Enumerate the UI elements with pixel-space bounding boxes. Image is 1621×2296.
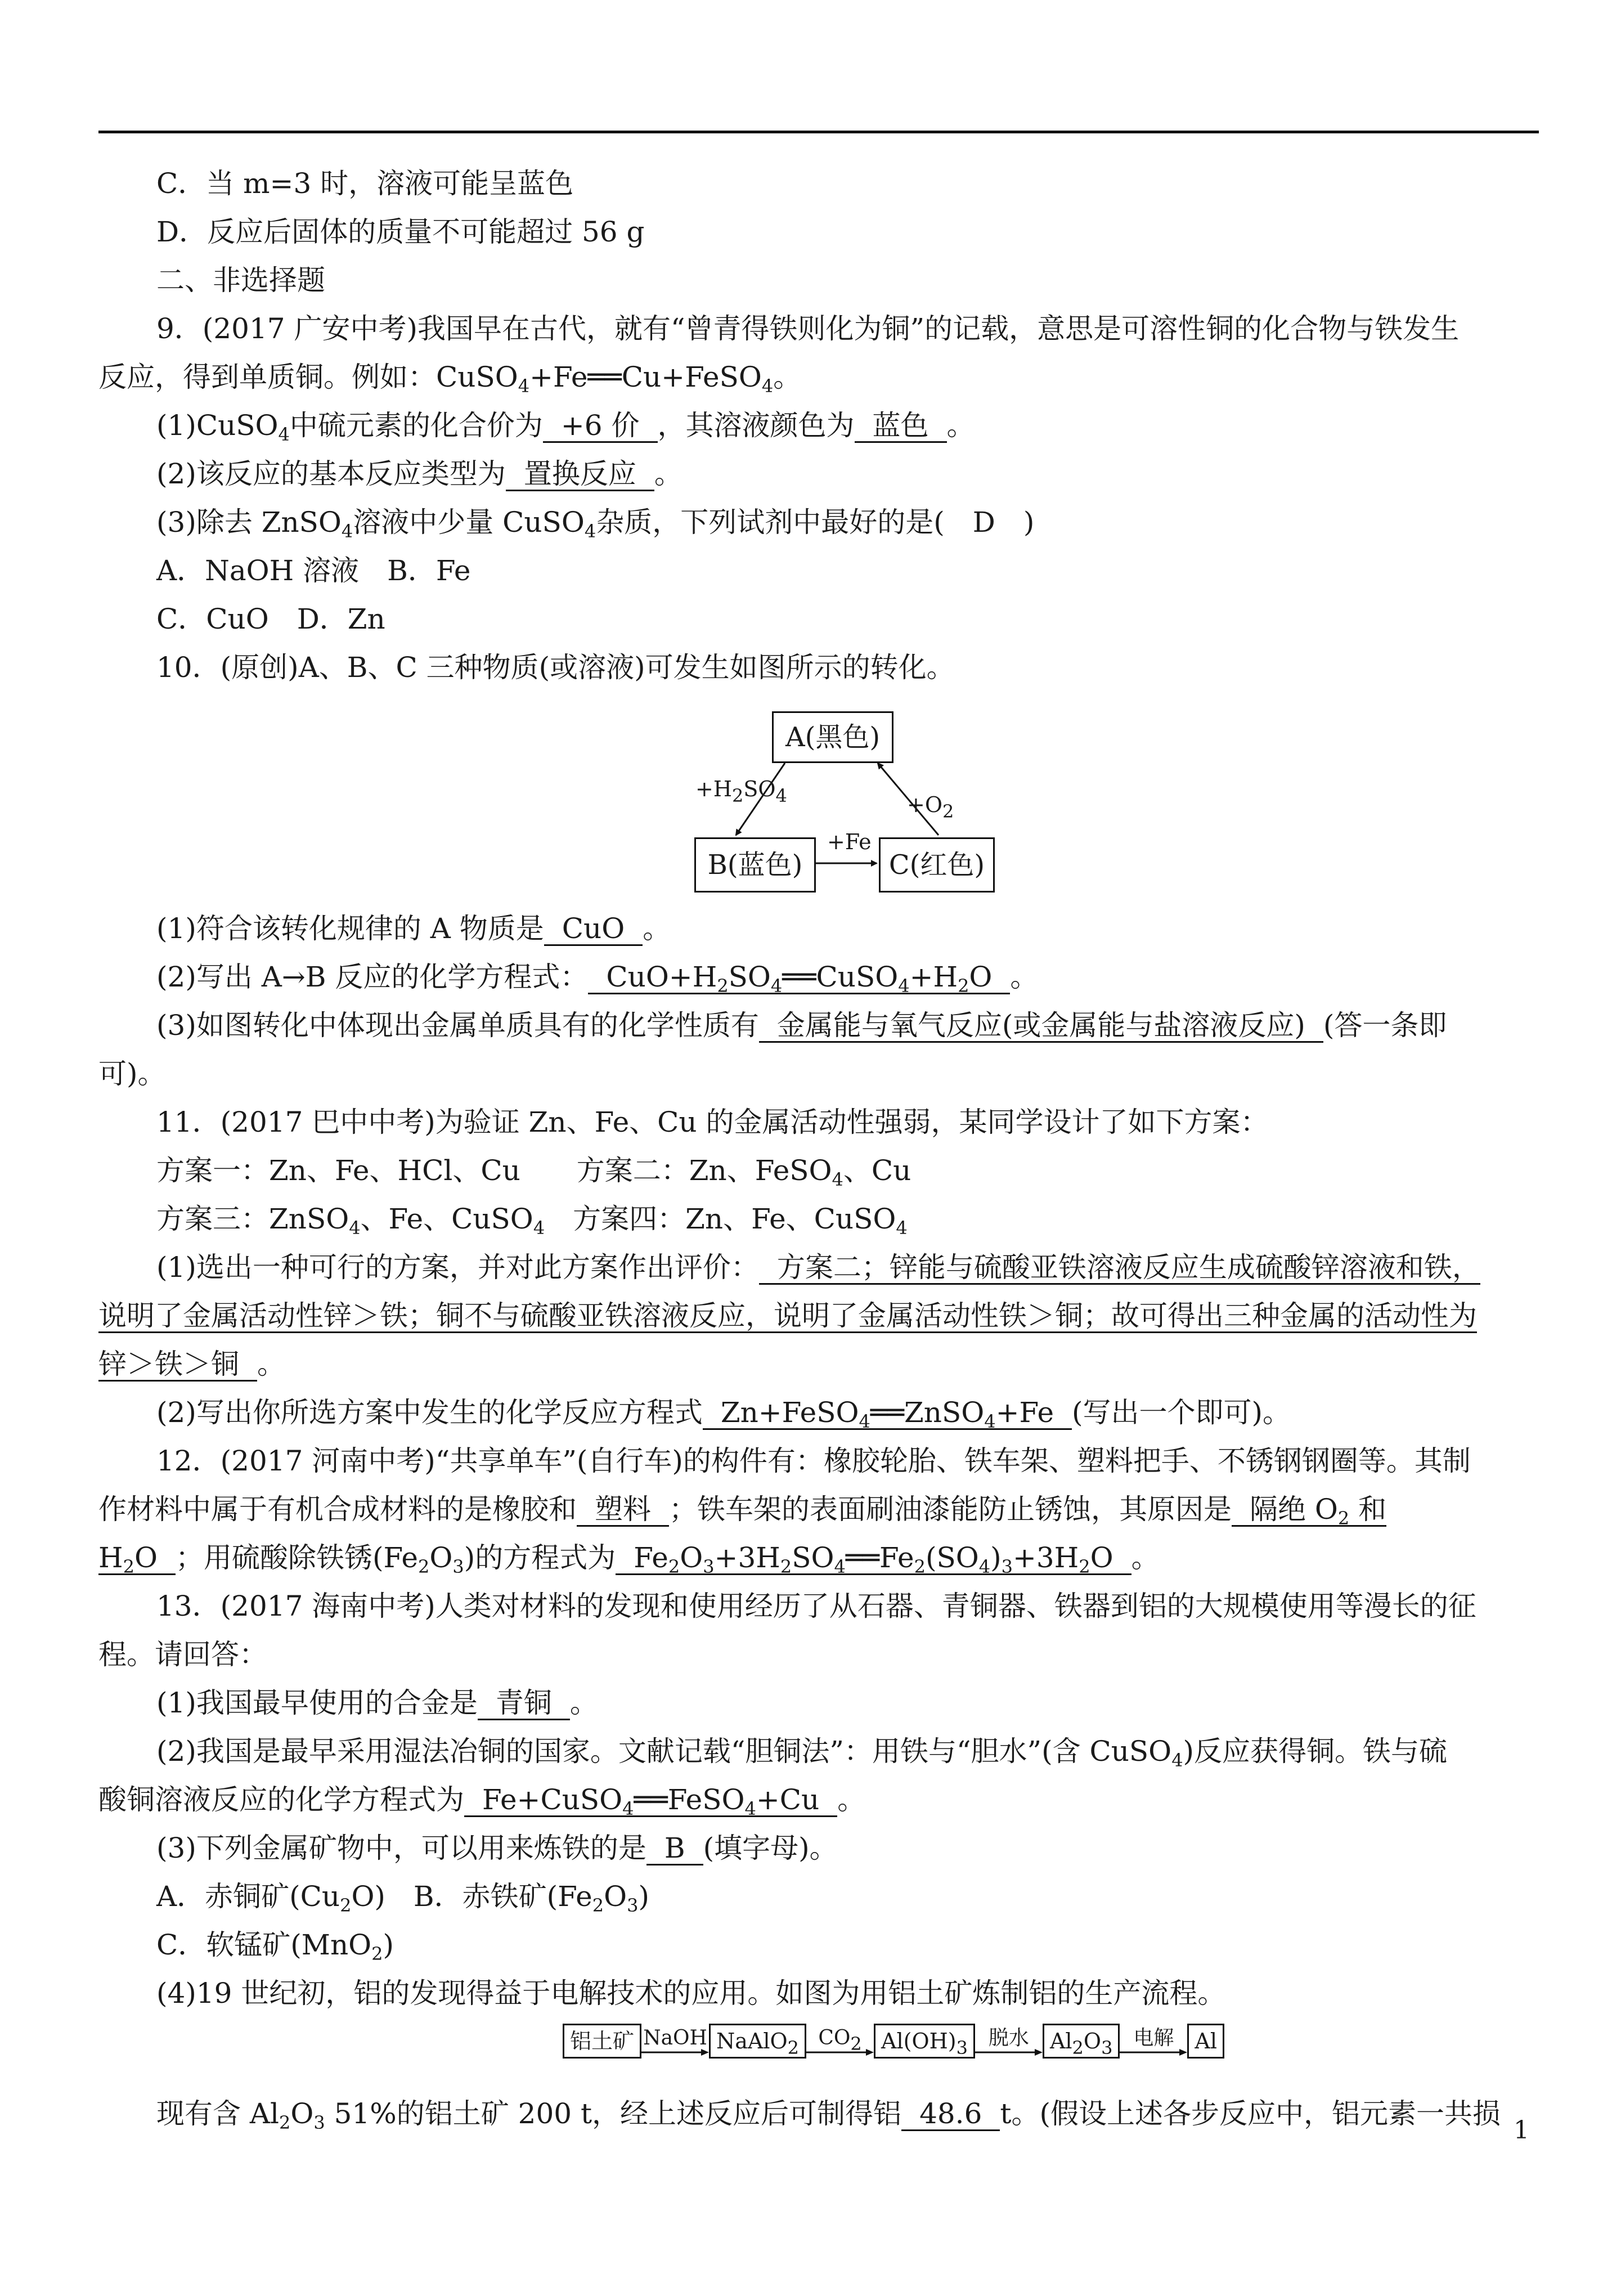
q13-sub1: (1)我国最早使用的合金是 青铜 。 [156,1687,598,1719]
node-c: C(红色) [879,837,995,893]
flow-node-aloh3: $Al(OH)_3$ [874,2024,975,2059]
answer-blank: 金属能与氧气反应(或金属能与盐溶液反应) [759,1010,1323,1043]
q9-options-cd: C．CuO D．Zn [156,603,385,635]
q13-option-c: C．软锰矿(MnO$_2$) [156,1929,394,1965]
q9-stem: 9．(2017 广安中考)我国早在古代，就有“曾青得铁则化为铜”的记载，意思是可溶性铜的化合物与铁发生 [156,312,1460,345]
q13-sub4: (4)19 世纪初，铝的发现得益于电解技术的应用。如图为用铝土矿炼制铝的生产流程。 [156,1977,1226,2010]
option-c-line: C．当 m=3 时，溶液可能呈蓝色 [156,167,574,200]
answer-blank: 说明了金属活动性锌＞铁；铜不与硫酸亚铁溶液反应，说明了金属活动性铁＞铜；故可得出三种金属的活动性为 [98,1299,1477,1332]
answer-blank: $Fe_2O_3+3H_2SO_4══Fe_2(SO_4)_3+3H_2O$ [616,1542,1131,1575]
q12-stem: 12．(2017 河南中考)“共享单车”(自行车)的构件有：橡胶轮胎、铁车架、塑料把手、不锈钢钢圈等。其制 [156,1445,1471,1477]
q9-sub1: (1)CuSO$_4$中硫元素的化合价为 +6 价 ，其溶液颜色为 蓝色 。 [156,409,975,445]
answer-blank: $H_2O$ [98,1542,176,1575]
q11-plans-34: 方案三：ZnSO$_4$、Fe、CuSO$_4$ 方案四：Zn、Fe、CuSO$_4$ [156,1203,908,1239]
q11-stem: 11．(2017 巴中中考)为验证 Zn、Fe、Cu 的金属活动性强弱，某同学设计了如下方案： [156,1106,1269,1138]
answer-blank: 塑料 [577,1494,669,1527]
q9-sub2: (2)该反应的基本反应类型为 置换反应 。 [156,458,682,490]
answer-blank: Zn+FeSO$_4$══ZnSO$_4$+Fe [703,1397,1072,1430]
q11-sub1-end: 锌＞铁＞铜 。 [98,1348,285,1380]
node-a: A(黑色) [772,711,893,763]
label-h2so4: $+H_2SO_4$ [695,777,787,806]
q9-stem-cont: 反应，得到单质铜。例如：CuSO$_4$+Fe══Cu+FeSO$_4$。 [98,361,802,397]
answer-blank: $CuO+H_2SO_4══CuSO_4+H_2O$ [588,961,1010,994]
q10-stem: 10．(原创)A、B、C 三种物质(或溶液)可发生如图所示的转化。 [156,651,955,684]
option-d-line: D．反应后固体的质量不可能超过 56 g [156,216,645,248]
answer-blank: 置换反应 [506,458,654,491]
answer-blank: 青铜 [478,1687,570,1720]
label-o2: $+O_2$ [907,792,954,822]
q13-stem: 13．(2017 海南中考)人类对材料的发现和使用经历了从石器、青铜器、铁器到铝的大规模使用等漫长的征 [156,1590,1476,1622]
q9-sub3: (3)除去 ZnSO$_4$溶液中少量 CuSO$_4$杂质，下列试剂中最好的是( D ) [156,506,1035,542]
answer-blank: Fe+CuSO$_4$══FeSO$_4$+Cu [464,1784,837,1817]
q13-sub2: (2)我国是最早采用湿法冶铜的国家。文献记载“胆铜法”：用铁与“胆水”(含 CuSO$_4$)反应获得铜。铁与硫 [156,1735,1448,1771]
q11-sub1-cont [98,1299,1477,1333]
q13-final-line: 现有含 $Al_2O_3$ 51%的铝土矿 200 t，经上述反应后可制得铝 48.6 t。(假设上述各步反应中，铝元素一共损 [156,2097,1501,2133]
answer-blank: 蓝色 [855,410,947,443]
q13-sub2-cont: 酸铜溶液反应的化学方程式为 Fe+CuSO$_4$══FeSO$_4$+Cu 。 [98,1783,866,1819]
q13-sub3: (3)下列金属矿物中，可以用来炼铁的是 B (填字母)。 [156,1832,838,1864]
flow-arrow-co2: $CO_2$ [806,2029,874,2063]
q9-options-ab: A．NaOH 溶液 B．Fe [156,554,471,587]
q10-sub3: (3)如图转化中体现出金属单质具有的化学性质有 金属能与氧气反应(或金属能与盐溶液反应) (答一条即 [156,1009,1447,1042]
flow-arrow-naoh: NaOH [641,2029,709,2063]
answer-blank: 方案二；锌能与硫酸亚铁溶液反应生成硫酸锌溶液和铁， [759,1252,1480,1285]
diagram-arrows [0,0,1621,957]
node-b: B(蓝色) [694,837,816,893]
label-fe: +Fe [827,829,872,854]
answer-blank: 隔绝 $O_2$ 和 [1232,1494,1386,1527]
q10-sub1: (1)符合该转化规律的 A 物质是 CuO 。 [156,912,671,945]
q12-line2: 作材料中属于有机合成材料的是橡胶和 塑料 ；铁车架的表面刷油漆能防止锈蚀，其原因是 隔绝 $O_2$ 和 [98,1493,1387,1529]
q13-stem-cont: 程。请回答： [98,1638,267,1671]
flow-arrow-dehydrate: 脱水 [975,2029,1043,2063]
flow-arrow-electrolysis: 电解 [1120,2029,1187,2063]
flow-node-al: Al [1187,2024,1224,2059]
answer-blank: +6 价 [543,410,658,443]
flow-node-naalo2: NaAlO$_2$ [709,2024,806,2059]
answer-blank: B [646,1832,703,1866]
q10-sub3-cont: 可)。 [98,1057,166,1090]
answer-blank: 48.6 [901,2098,1000,2131]
answer-blank: 锌＞铁＞铜 [98,1348,257,1382]
q13-options-ab: A．赤铜矿$(Cu_2O)$ B．赤铁矿$(Fe_2O_3)$ [156,1880,649,1916]
page-number: 1 [1514,2116,1529,2145]
q10-sub2: (2)写出 A→B 反应的化学方程式： $CuO+H_2SO_4══CuSO_4+H_2O$ 。 [156,961,1039,997]
flow-node-al2o3: $Al_2O_3$ [1043,2024,1120,2059]
process-flow [563,2024,1224,2063]
section-heading: 二、非选择题 [156,264,325,297]
q11-sub2: (2)写出你所选方案中发生的化学反应方程式 Zn+FeSO$_4$══ZnSO$_4$+Fe (写出一个即可)。 [156,1396,1291,1432]
q11-plans-12: 方案一：Zn、Fe、HCl、Cu 方案二：Zn、FeSO$_4$、Cu [156,1154,911,1190]
answer-blank: CuO [544,913,643,946]
q11-sub1: (1)选出一种可行的方案，并对此方案作出评价： 方案二；锌能与硫酸亚铁溶液反应生成硫酸锌溶液和铁， [156,1251,1480,1284]
q12-line3: $H_2O$ ；用硫酸除铁锈$(Fe_2O_3)$的方程式为 $Fe_2O_3+3H_2SO_4══Fe_2(SO_4)_3+3H_2O$ 。 [98,1541,1160,1577]
flow-node-bauxite: 铝土矿 [563,2024,641,2059]
